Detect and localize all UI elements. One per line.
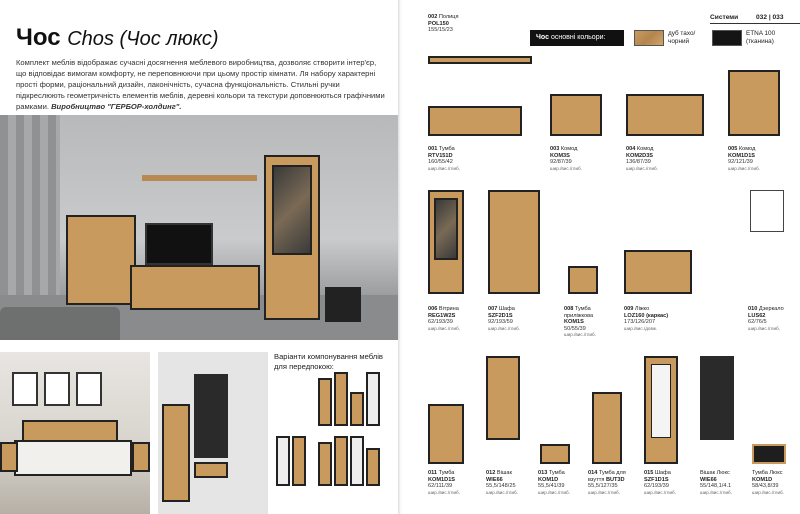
catalog-item <box>728 146 760 172</box>
item-number: 015 <box>644 470 654 476</box>
hanger-wie66 <box>486 356 520 440</box>
item-note: шир./вис./глиб. <box>748 325 780 331</box>
item-dimensions: 92/193/59 <box>488 319 513 326</box>
hall-cabinet <box>162 404 190 502</box>
catalog-item <box>428 470 460 496</box>
item-number: 013 <box>538 470 548 476</box>
page-title <box>16 24 218 52</box>
item-code: KOM1S <box>564 319 584 326</box>
item-number: 009 <box>624 306 634 312</box>
showcase-cabinet <box>264 155 320 320</box>
variant-mirror <box>366 372 380 426</box>
item-dimensions: 155/15/23 <box>428 27 453 34</box>
item-note: шир./вис./глиб. <box>488 325 520 331</box>
item-number: 002 <box>428 14 438 20</box>
item-dimensions: 55,5/127/35 <box>588 483 618 490</box>
item-note: шир./вис./глиб. <box>644 489 676 495</box>
item-code: LUS62 <box>748 312 766 319</box>
item-name: Вішак <box>496 470 512 476</box>
tv-unit <box>130 265 260 310</box>
sideboard <box>66 215 136 305</box>
item-note: шир./вис./глиб. <box>752 489 784 495</box>
header-rule <box>710 23 800 24</box>
item-code: KOM1D <box>752 476 773 483</box>
item-note: шир./вис./глиб. <box>486 489 518 495</box>
item-dimensions: 58/43,8/39 <box>752 483 779 490</box>
item-code: KOM1D1S <box>728 152 756 159</box>
item-name: Комод <box>560 146 578 152</box>
item-dimensions: 62/193/39 <box>428 319 453 326</box>
item-dimensions: 62/76/5 <box>748 319 767 326</box>
item-number: 010 <box>748 306 758 312</box>
variant-piece <box>318 378 332 426</box>
catalog-item <box>700 470 732 496</box>
variant-piece <box>292 436 306 486</box>
item-dimensions: 55,5/41/39 <box>538 483 565 490</box>
item-number: 008 <box>564 306 574 312</box>
bed-headboard <box>22 420 118 442</box>
catalog-item <box>644 470 676 496</box>
dresser-kom1d1s <box>728 70 780 136</box>
variant-piece <box>334 372 348 426</box>
item-number: 006 <box>428 306 438 312</box>
item-code: KOM2D3S <box>626 152 654 159</box>
item-code: KOM3S <box>550 152 570 159</box>
item-dimensions: 160/55/42 <box>428 159 453 166</box>
swatch-etna-label: ETNA 100 (тканина) <box>746 30 776 45</box>
cabinet-kom1d <box>540 444 570 464</box>
colors-header-text: основні кольори: <box>550 34 606 41</box>
item-name: Комод <box>636 146 654 152</box>
catalog-item <box>564 306 618 339</box>
item-dimensions: 92/121/39 <box>728 159 753 166</box>
colors-header <box>530 30 624 46</box>
item-name: Тумба для взуття <box>588 470 626 483</box>
variant-piece <box>334 436 348 486</box>
item-dimensions: 55/148,1/4.1 <box>700 483 732 490</box>
item-note: шир./вис./глиб. <box>564 332 596 338</box>
item-code: KOM1D <box>538 476 559 483</box>
variant-piece <box>366 448 380 486</box>
nightstand <box>132 442 150 472</box>
catalog-item <box>488 306 520 332</box>
item-code: REG1W2S <box>428 312 456 319</box>
variant-mirror <box>350 436 364 486</box>
catalog-item <box>748 306 784 332</box>
dresser-kom3s <box>550 94 602 136</box>
bedroom-photo <box>0 352 150 514</box>
item-name: Вітрина <box>438 306 459 312</box>
living-room-photo <box>0 115 400 340</box>
item-name: Тумба <box>548 470 565 476</box>
item-note: шир./вис./глиб. <box>728 165 760 171</box>
catalog-item <box>486 470 518 496</box>
catalog-item <box>624 306 668 332</box>
variants-label: Варіанти компонування меблів для передпокою: <box>274 352 383 371</box>
swatch-oak-label: дуб тахо/ чорний <box>668 30 696 45</box>
item-dimensions: 55,5/148/25 <box>486 483 516 490</box>
swatch-etna <box>712 30 742 46</box>
item-number: 007 <box>488 306 498 312</box>
nightstand <box>0 442 18 472</box>
showcase-glass <box>272 165 312 255</box>
item-code: WIE66 <box>700 476 717 483</box>
hallway-variants <box>274 372 398 514</box>
hallway-photo <box>158 352 268 514</box>
tv-unit-rtv151d <box>428 106 522 136</box>
item-note: шир./вис./глиб. <box>588 489 620 495</box>
wardrobe-mirror <box>651 364 671 438</box>
maker-text: Виробництво "ГЕРБОР-холдинг". <box>51 102 182 111</box>
showcase-glass <box>434 198 458 260</box>
nightstand-kom1s <box>568 266 598 294</box>
item-name: Комод <box>738 146 756 152</box>
item-dimensions: 136/87/39 <box>626 159 651 166</box>
item-code: BUT3D <box>605 476 625 483</box>
mirror-lus62 <box>750 190 784 232</box>
item-code: POL150 <box>428 20 449 27</box>
item-note: шир./вис./глиб. <box>428 325 460 331</box>
item-code: KOM1D1S <box>428 476 456 483</box>
item-dimensions: 173/126/207 <box>624 319 656 326</box>
catalog-item <box>428 146 460 172</box>
item-number: 003 <box>550 146 560 152</box>
wardrobe-szf2d1s <box>488 190 540 294</box>
tv <box>145 223 213 265</box>
storage-boxes <box>325 287 361 322</box>
item-dimensions: 50/55/39 <box>564 325 586 332</box>
right-page <box>402 0 800 514</box>
catalog-item <box>626 146 658 172</box>
wall-picture <box>76 372 102 406</box>
cabinet-lux-kom1d <box>752 444 786 464</box>
item-number: 004 <box>626 146 636 152</box>
catalog-item <box>538 470 570 496</box>
item-name: Дзеркало <box>758 306 784 312</box>
variant-mirror <box>276 436 290 486</box>
item-name: Шафа <box>654 470 671 476</box>
swatch-oak <box>634 30 664 46</box>
item-code: SZF1D1S <box>644 476 669 483</box>
cabinet-kom1d1s <box>428 404 464 464</box>
item-code: SZF2D1S <box>488 312 513 319</box>
item-name: Тумба приліжкова <box>564 306 594 319</box>
item-number: 011 <box>428 470 438 476</box>
wall-shelf <box>142 175 257 181</box>
item-note: шир./вис./глиб. <box>428 489 460 495</box>
colors-header-bold: Чос <box>536 34 549 41</box>
dresser-kom2d3s <box>626 94 704 136</box>
shelf-pol150 <box>428 56 532 64</box>
sofa <box>0 307 120 340</box>
catalog-item <box>588 470 640 496</box>
bed <box>14 440 132 476</box>
item-note: шир./вис./глиб. <box>626 165 658 171</box>
shoe-cabinet-but3d <box>592 392 622 464</box>
wall-picture <box>12 372 38 406</box>
showcase-reg1w2s <box>428 190 464 294</box>
item-code: RTV151D <box>428 152 453 159</box>
catalog-item <box>428 306 460 332</box>
item-code: LOZ160 (каркас) <box>624 312 669 319</box>
variant-piece <box>350 392 364 426</box>
item-name: Полиця <box>438 14 459 20</box>
item-dimensions: 92/87/39 <box>550 159 572 166</box>
intro-body: Комплект меблів відображає сучасні досягнення меблевого виробництва, дозволяє створити інтер'єр, що відповідає вимогам комфорту, не переповнюючи при цьому простір кімнати. Ля набору характерні прості форми, раціональний дизайн, лаконічність, сучасна функціональність. Стильні ручки підкреслюють геометричність елементів меблів, деревні кольори та текстури доповнюються графічними рамками. <box>16 58 385 111</box>
item-dimensions: 62/193/39 <box>644 483 669 490</box>
page-numbers: 032 | 033 <box>756 14 784 21</box>
item-name: Тумба <box>438 470 455 476</box>
catalog-item <box>752 470 784 496</box>
title-sub: Chos (Чос люкс) <box>67 28 219 50</box>
item-note: шир./вис./глиб. <box>700 489 732 495</box>
upholstered-hanger <box>194 374 228 458</box>
catalog-item <box>428 14 459 34</box>
catalog-item <box>550 146 582 172</box>
hanger-lux-wie66 <box>700 356 734 440</box>
item-number: 005 <box>728 146 738 152</box>
item-number: 001 <box>428 146 438 152</box>
item-name: Ліжко <box>634 306 650 312</box>
item-note: шир./вис./глиб. <box>538 489 570 495</box>
bench <box>194 462 228 478</box>
item-code: WIE66 <box>486 476 503 483</box>
wardrobe-szf1d1s <box>644 356 678 464</box>
item-dimensions: 62/111/39 <box>428 483 453 490</box>
item-note: шир./вис./довж. <box>624 325 658 331</box>
item-name: Тумба Люкс <box>752 470 783 476</box>
bed-loz160 <box>624 250 692 294</box>
title-main: Чос <box>16 24 61 51</box>
item-name: Шафа <box>498 306 515 312</box>
variant-piece <box>318 442 332 486</box>
item-note: шир./вис./глиб. <box>550 165 582 171</box>
wall-panel <box>0 115 60 295</box>
section-label: Системи <box>710 14 739 21</box>
item-number: 014 <box>588 470 598 476</box>
intro-text <box>16 57 388 112</box>
item-note: шир./вис./глиб. <box>428 165 460 171</box>
item-name: Тумба <box>438 146 455 152</box>
item-number: 012 <box>486 470 496 476</box>
item-name: Вішак Люкс <box>700 470 730 476</box>
wall-picture <box>44 372 70 406</box>
